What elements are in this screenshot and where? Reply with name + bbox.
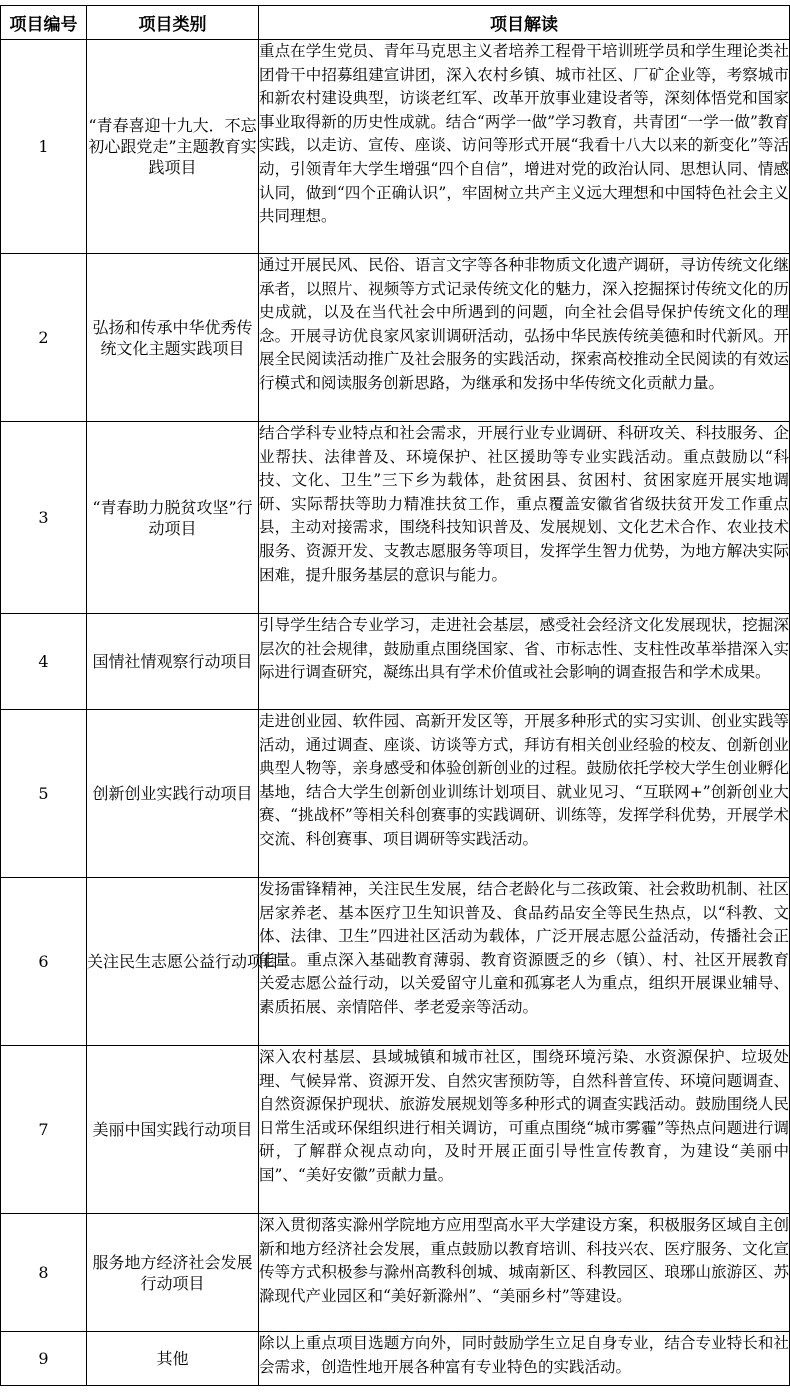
row-category: 创新创业实践行动项目 <box>87 710 259 878</box>
row-number: 1 <box>1 40 87 254</box>
row-number: 5 <box>1 710 87 878</box>
row-description: 深入贯彻落实滁州学院地方应用型高水平大学建设方案，积极服务区域自主创新和地方经济社会发展，重点鼓励以教育培训、科技兴农、医疗服务、文化宣传等方式积极参与滁州高教科创城、城南新区、科教园区、琅琊山旅游区、苏滁现代产业园区和“美好新滁州”、“美丽乡村”等建设。 <box>259 1214 790 1332</box>
row-number: 7 <box>1 1046 87 1214</box>
row-description: 引导学生结合专业学习，走进社会基层，感受社会经济文化发展现状，挖掘深层次的社会规律，鼓励重点围绕国家、省、市标志性、支柱性改革举措深入实际进行调查研究，凝练出具有学术价值或社会影响的调查报告和学术成果。 <box>259 614 790 710</box>
table-row <box>1 710 790 878</box>
row-description: 通过开展民风、民俗、语言文字等各种非物质文化遗产调研，寻访传统文化继承者，以照片、视频等方式记录传统文化的魅力，深入挖掘探讨传统文化的历史成就，以及在当代社会中所遇到的问题，向全社会倡导保护传统文化的理念。开展寻访优良家风家训调研活动，弘扬中华民族传统美德和时代新风。开展全民阅读活动推广及社会服务的实践活动，探索高校推动全民阅读的有效运行模式和阅读服务创新思路，为继承和发扬中华传统文化贡献力量。 <box>259 254 790 422</box>
row-description: 深入农村基层、县域城镇和城市社区，围绕环境污染、水资源保护、垃圾处理、气候异常、资源开发、自然灾害预防等，自然科普宣传、环境问题调查、自然资源保护现状、旅游发展规划等多种形式的调查实践活动。鼓励围绕人民日常生活或环保组织进行相关调访，可重点围绕“城市雾霾”等热点问题进行调研，了解群众视点动向，及时开展正面引导性宣传教育，为建设“美丽中国”、“美好安徽”贡献力量。 <box>259 1046 790 1214</box>
row-category: 关注民生志愿公益行动项目 <box>87 878 259 1046</box>
header-description: 项目解读 <box>259 6 790 40</box>
table-row <box>1 1046 790 1214</box>
row-category: “青春助力脱贫攻坚”行动项目 <box>87 422 259 614</box>
table-row <box>1 1214 790 1332</box>
table-row <box>1 878 790 1046</box>
row-category: “青春喜迎十九大．不忘初心跟党走”主题教育实践项目 <box>87 40 259 254</box>
header-row <box>1 6 790 40</box>
row-description: 走进创业园、软件园、高新开发区等，开展多种形式的实习实训、创业实践等活动，通过调查、座谈、访谈等方式，拜访有相关创业经验的校友、创新创业典型人物等，亲身感受和体验创新创业的过程。鼓励依托学校大学生创业孵化基地，结合大学生创新创业训练计划项目、就业见习、“互联网+”创新创业大赛、“挑战杯”等相关科创赛事的实践调研、训练等，发挥学科优势，开展学术交流、科创赛事、项目调研等实践活动。 <box>259 710 790 878</box>
row-description: 除以上重点项目选题方向外，同时鼓励学生立足自身专业，结合专业特长和社会需求，创造性地开展各种富有专业特色的实践活动。 <box>259 1332 790 1386</box>
row-description: 重点在学生党员、青年马克思主义者培养工程骨干培训班学员和学生理论类社团骨干中招募组建宣讲团，深入农村乡镇、城市社区、厂矿企业等，考察城市和新农村建设典型，访谈老红军、改革开放事业建设者等，深刻体悟党和国家事业取得新的历史性成就。结合“两学一做”学习教育，共青团“一学一做”教育实践，以走访、宣传、座谈、访问等形式开展“我看十八大以来的新变化”等活动，引领青年大学生增强“四个自信”，增进对党的政治认同、思想认同、情感认同，做到“四个正确认识”，牢固树立共产主义远大理想和中国特色社会主义共同理想。 <box>259 40 790 254</box>
row-category: 国情社情观察行动项目 <box>87 614 259 710</box>
table-row <box>1 1332 790 1386</box>
row-category: 弘扬和传承中华优秀传统文化主题实践项目 <box>87 254 259 422</box>
row-description: 结合学科专业特点和社会需求，开展行业专业调研、科研攻关、科技服务、企业帮扶、法律普及、环境保护、社区援助等专业实践活动。重点鼓励以“科技、文化、卫生”三下乡为载体，赴贫困县、贫困村、贫困家庭开展实地调研、实际帮扶等助力精准扶贫工作，重点覆盖安徽省省级扶贫开发工作重点县，主动对接需求，围绕科技知识普及、发展规划、文化艺术合作、农业技术服务、资源开发、支教志愿服务等项目，发挥学生智力优势，为地方解决实际困难，提升服务基层的意识与能力。 <box>259 422 790 614</box>
row-number: 9 <box>1 1332 87 1386</box>
table-row <box>1 614 790 710</box>
header-category: 项目类别 <box>87 6 259 40</box>
row-number: 8 <box>1 1214 87 1332</box>
table-row <box>1 422 790 614</box>
table-row <box>1 40 790 254</box>
project-table <box>0 5 790 1386</box>
header-number: 项目编号 <box>1 6 87 40</box>
row-number: 4 <box>1 614 87 710</box>
row-number: 6 <box>1 878 87 1046</box>
table-row <box>1 254 790 422</box>
row-category: 其他 <box>87 1332 259 1386</box>
row-number: 2 <box>1 254 87 422</box>
row-description: 发扬雷锋精神，关注民生发展，结合老龄化与二孩政策、社会救助机制、社区居家养老、基本医疗卫生知识普及、食品药品安全等民生热点，以“科教、文体、法律、卫生”四进社区活动为载体，广泛开展志愿公益活动，传播社会正能量。重点深入基础教育薄弱、教育资源匮乏的乡（镇）、村、社区开展教育关爱志愿公益行动，以关爱留守儿童和孤寡老人为重点，组织开展课业辅导、素质拓展、亲情陪伴、孝老爱亲等活动。 <box>259 878 790 1046</box>
row-category: 美丽中国实践行动项目 <box>87 1046 259 1214</box>
row-category: 服务地方经济社会发展行动项目 <box>87 1214 259 1332</box>
row-number: 3 <box>1 422 87 614</box>
